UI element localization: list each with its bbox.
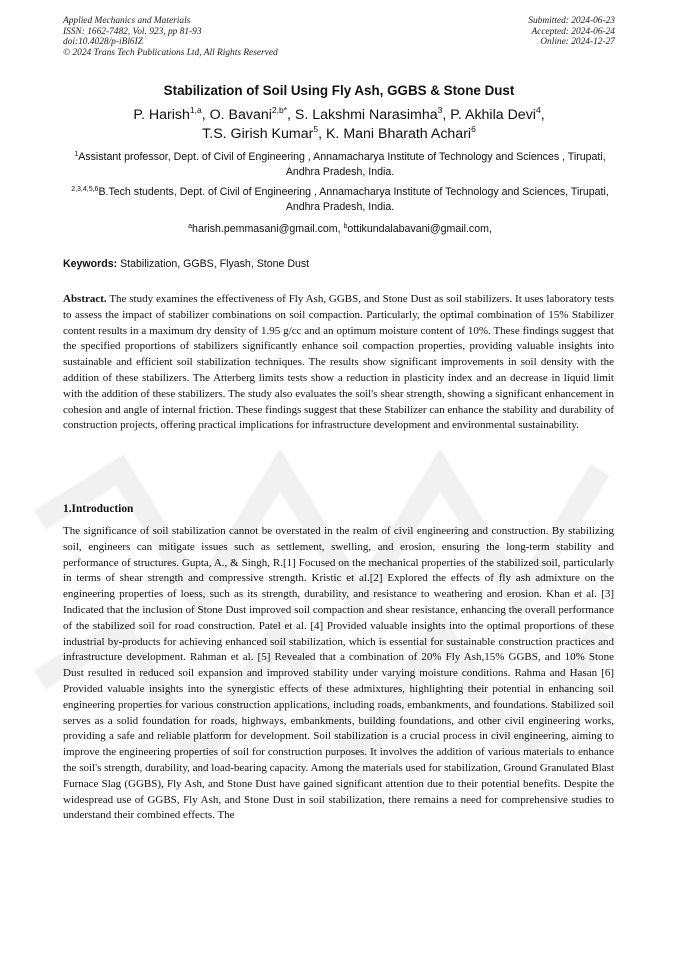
doi-line: doi:10.4028/p-iBl6IZ	[63, 37, 143, 48]
paper-title: Stabilization of Soil Using Fly Ash, GGBS & Stone Dust	[163, 83, 515, 98]
publication-info	[63, 16, 393, 58]
abstract-text: The study examines the effectiveness of Fly Ash, GGBS, and Stone Dust as soil stabilizers. It uses laboratory tests to assess the impact of stabilizer combinations on soil compaction. Particularly, the optimal combination of 15% Stabilizer content results in a maximum dry density of 1.95 g/cc and an optimum moisture content of 10%. These findings suggest that the specified proportions of stabilizers significantly enhance soil compaction properties, providing valuable insights into sustainable and efficient soil stabilization techniques. The results show significant improvements in soil density with the addition of these stabilizers. The Atterberg limits tests show a reduction in plasticity index and an decrease in liquid limit with the addition of these stabilizers. The study also evaluates the soil's shear strength, showing a significant enhancement in cohesion and angle of internal friction. These findings suggest that these Stabilizer can enhance the stability and durability of construction projects, offering practical implications for infrastructure development and environmental sustainability.	[63, 293, 614, 432]
author-name: T.S. Girish Kumar	[202, 126, 314, 142]
author-separator: ,	[540, 107, 545, 123]
author-name: O. Bavani	[209, 107, 272, 123]
accepted-date: Accepted: 2024-06-24	[531, 26, 615, 37]
abstract-label: Abstract.	[63, 293, 107, 305]
author-line-2	[0, 125, 678, 144]
affiliation-1	[70, 150, 610, 180]
introduction-paragraph: The significance of soil stabilization cannot be overstated in the realm of civil engineering and construction. By stabilizing soil, engineers can mitigate issues such as settlement, swelling, and erosion, ensuring the long-term stability and performance of structures. Gupta, A., & Singh, R.[1] Focused on the mechanical properties of the stabilized soil, particularly in terms of shear strength and compressive strength. Kristic et al.[2] Explored the effects of fly ash admixture on the engineering properties of loess, such as its strength, durability, and resistance to weathering and erosion. Khan et al. [3] Indicated that the inclusion of Stone Dust improved soil compaction and shear resistance, enhancing the overall performance of the stabilized soil for road construction. Patel et al. [4] Provided valuable insights into the optimal proportions of these industrial by-products for achieving enhanced soil stabilization, which is essential for sustainable construction practices and infrastructure development. Rahman et al. [5] Revealed that a combination of 20% Fly Ash,15% GGBS, and 10% Stone Dust resulted in reduced soil expansion and improved stability under varying moisture conditions. Rahma and Hasan [6] Provided valuable insights into the synergistic effects of these admixtures, highlighting their potential in enhancing soil engineering properties for various construction applications, including roads, embankments, and foundations. Stabilized soil serves as a solid foundation for roads, highways, embankments, building foundations, and other civil engineering works, providing a safe and reliable platform for development. Soil stabilization is a crucial process in civil engineering, aiming to improve the engineering properties of soil for construction purposes. It involves the addition of various materials to enhance the soil's strength, durability, and load-bearing capacity. Among the materials used for stabilization, Ground Granulated Blast Furnace Slag (GGBS), Fly Ash, and Stone Dust have gained significant attention due to their potential benefits. Despite the widespread use of GGBS, Fly Ash, and Stone Dust in soil stabilization, there remains a need for comprehensive studies to understand their combined effects. The	[63, 525, 614, 822]
online-date: Online: 2024-12-27	[540, 37, 615, 48]
author-line-1	[0, 106, 678, 125]
author-emails	[70, 222, 610, 237]
section-heading-introduction: 1.Introduction	[63, 503, 134, 515]
publication-dates	[415, 16, 615, 48]
author-separator: ,	[442, 107, 451, 123]
author-name: S. Lakshmi Narasimha	[294, 107, 438, 123]
email-mark: b	[343, 223, 348, 230]
author-affiliation-mark: 5	[313, 124, 319, 134]
author-affiliation-mark: 3	[437, 105, 443, 115]
abstract-paragraph	[63, 292, 614, 434]
affiliation-mark: 1	[74, 151, 79, 158]
author-affiliation-mark: 4	[535, 105, 541, 115]
author-affiliation-mark: 2,b*	[271, 105, 288, 115]
email-address[interactable]: ottikundalabavani@gmail.com,	[347, 223, 492, 235]
affiliation-text: Assistant professor, Dept. of Civil of Engineering , Annamacharya Institute of Technology and Sciences , Tirupati, Andhra Pradesh, India.	[78, 151, 606, 178]
author-name: P. Harish	[133, 107, 190, 123]
affiliation-text: B.Tech students, Dept. of Civil of Engineering , Annamacharya Institute of Technology and Sciences, Tirupati, Andhra Pradesh, India.	[98, 186, 609, 213]
affiliation-mark: 2,3,4,5,6	[71, 186, 99, 193]
author-separator: ,	[318, 126, 326, 142]
author-name: K. Mani Bharath Achari	[325, 126, 472, 142]
keywords-text: Stabilization, GGBS, Flyash, Stone Dust	[117, 258, 310, 270]
author-name: P. Akhila Devi	[450, 107, 536, 123]
affiliation-2	[70, 185, 610, 215]
author-separator: ,	[287, 107, 295, 123]
email-mark: a	[188, 223, 193, 230]
submitted-date: Submitted: 2024-06-23	[528, 16, 615, 26]
issn-line: ISSN: 1662-7482, Vol. 923, pp 81-93	[63, 26, 202, 37]
email-address[interactable]: harish.pemmasani@gmail.com,	[192, 223, 344, 235]
keywords-label: Keywords:	[63, 258, 118, 270]
journal-name: Applied Mechanics and Materials	[63, 16, 191, 26]
keywords-line	[63, 258, 623, 270]
author-separator: ,	[201, 107, 210, 123]
author-list	[0, 106, 678, 144]
author-affiliation-mark: 1,a	[189, 105, 202, 115]
author-affiliation-mark: 6	[471, 124, 476, 134]
copyright-line: © 2024 Trans Tech Publications Ltd, All Rights Reserved	[63, 47, 278, 58]
